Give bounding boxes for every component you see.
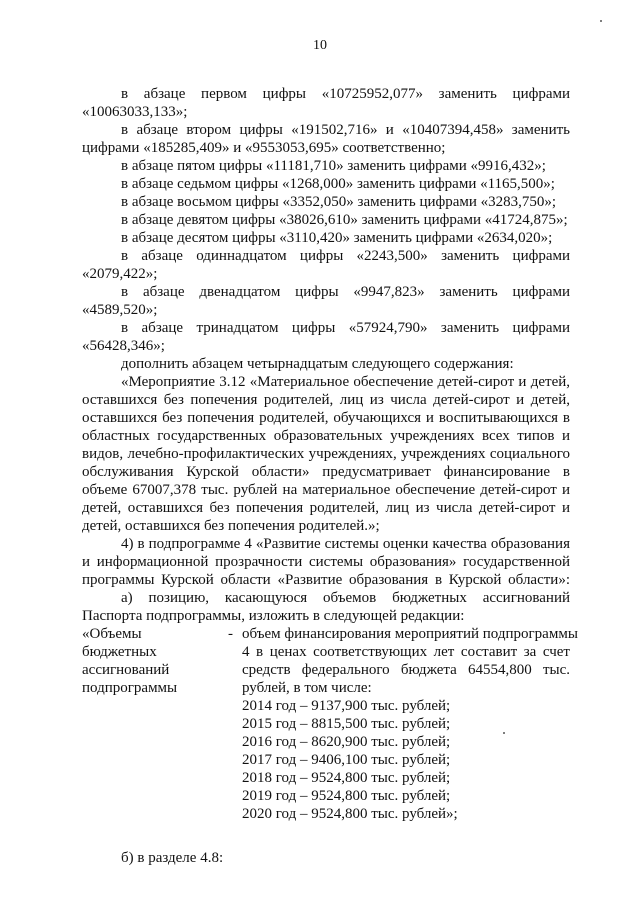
passport-year-line: 2020 год – 9524,800 тыс. рублей»; [242, 806, 458, 822]
passport-value-line: объем финансирования мероприятий подпрограммы [242, 626, 578, 642]
text-line: в абзаце пятом цифры «11181,710» заменить цифрами «9916,432»; [121, 158, 546, 174]
text-line: в абзаце девятом цифры «38026,610» заменить цифрами «41724,875»; [121, 212, 568, 228]
page-number: 10 [313, 38, 327, 53]
document-body [82, 85, 578, 867]
text-line: «2079,422»; [82, 266, 158, 282]
passport-label-line: «Объемы [82, 626, 142, 642]
text-line: видов, лечебно-профилактических учреждениях, учреждениях социального [82, 446, 570, 462]
passport-year-line: 2015 год – 8815,500 тыс. рублей; [242, 716, 451, 732]
passport-label-line: бюджетных [82, 644, 157, 660]
text-line: «4589,520»; [82, 302, 158, 318]
text-line: детей, оставшихся без попечения родителей.»; [82, 518, 380, 534]
text-line: оставшихся без попечения родителей, лиц из числа детей-сирот и детей, [82, 392, 570, 408]
text-line: в абзаце тринадцатом цифры «57924,790» заменить цифрами [121, 320, 570, 336]
text-line: в абзаце десятом цифры «3110,420» заменить цифрами «2634,020»; [121, 230, 553, 246]
passport-year-line: 2019 год – 9524,800 тыс. рублей; [242, 788, 451, 804]
passport-value-line: средств федерального бюджета 64554,800 тыс. [242, 662, 570, 678]
text-line: Паспорта подпрограммы, изложить в следующей редакции: [82, 608, 465, 624]
text-line: областных государственных образовательных учреждениях всех типов и [82, 428, 570, 444]
text-line: программы Курской области «Развитие образования в Курской области»: [82, 572, 570, 588]
text-line: обслуживания Курской области» предусматривает финансирование в [82, 464, 570, 480]
passport-year-line: 2017 год – 9406,100 тыс. рублей; [242, 752, 451, 768]
scan-speck [503, 732, 505, 734]
text-line: детей, оставшихся без попечения родителей, лиц из числа детей-сирот и [82, 500, 570, 516]
passport-budget-table [82, 625, 578, 841]
scan-speck [600, 20, 602, 22]
passport-year-line: 2018 год – 9524,800 тыс. рублей; [242, 770, 451, 786]
passport-value-line: рублей, в том числе: [242, 680, 372, 696]
text-line: оставшихся без попечения родителей, обучающихся и воспитывающихся в [82, 410, 570, 426]
text-line: в абзаце восьмом цифры «3352,050» заменить цифрами «3283,750»; [121, 194, 557, 210]
passport-label-line: ассигнований [82, 662, 170, 678]
passport-year-line: 2016 год – 8620,900 тыс. рублей; [242, 734, 451, 750]
passport-year-line: 2014 год – 9137,900 тыс. рублей; [242, 698, 451, 714]
text-line: объеме 67007,378 тыс. рублей на материальное обеспечение детей-сирот и [82, 482, 570, 498]
text-line: б) в разделе 4.8: [121, 850, 224, 866]
text-line: дополнить абзацем четырнадцатым следующего содержания: [121, 356, 514, 372]
text-line: в абзаце втором цифры «191502,716» и «10407394,458» заменить [121, 122, 570, 138]
text-line: цифрами «185285,409» и «9553053,695» соответственно; [82, 140, 446, 156]
text-line: в абзаце одиннадцатом цифры «2243,500» заменить цифрами [121, 248, 570, 264]
text-line: в абзаце двенадцатом цифры «9947,823» заменить цифрами [121, 284, 570, 300]
passport-label-line: подпрограммы [82, 680, 178, 696]
passport-value-line: 4 в ценах соответствующих лет составит за счет [242, 644, 570, 660]
text-line: а) позицию, касающуюся объемов бюджетных ассигнований [121, 590, 570, 606]
text-line: «10063033,133»; [82, 104, 188, 120]
text-line: «Мероприятие 3.12 «Материальное обеспечение детей-сирот и детей, [121, 374, 570, 390]
text-line: и информационной прозрачности системы образования» государственной [82, 554, 570, 570]
text-line: «56428,346»; [82, 338, 165, 354]
passport-dash: - [228, 626, 233, 642]
text-line: в абзаце первом цифры «10725952,077» заменить цифрами [121, 86, 570, 102]
text-line: 4) в подпрограмме 4 «Развитие системы оценки качества образования [121, 536, 570, 552]
text-line: в абзаце седьмом цифры «1268,000» заменить цифрами «1165,500»; [121, 176, 555, 192]
